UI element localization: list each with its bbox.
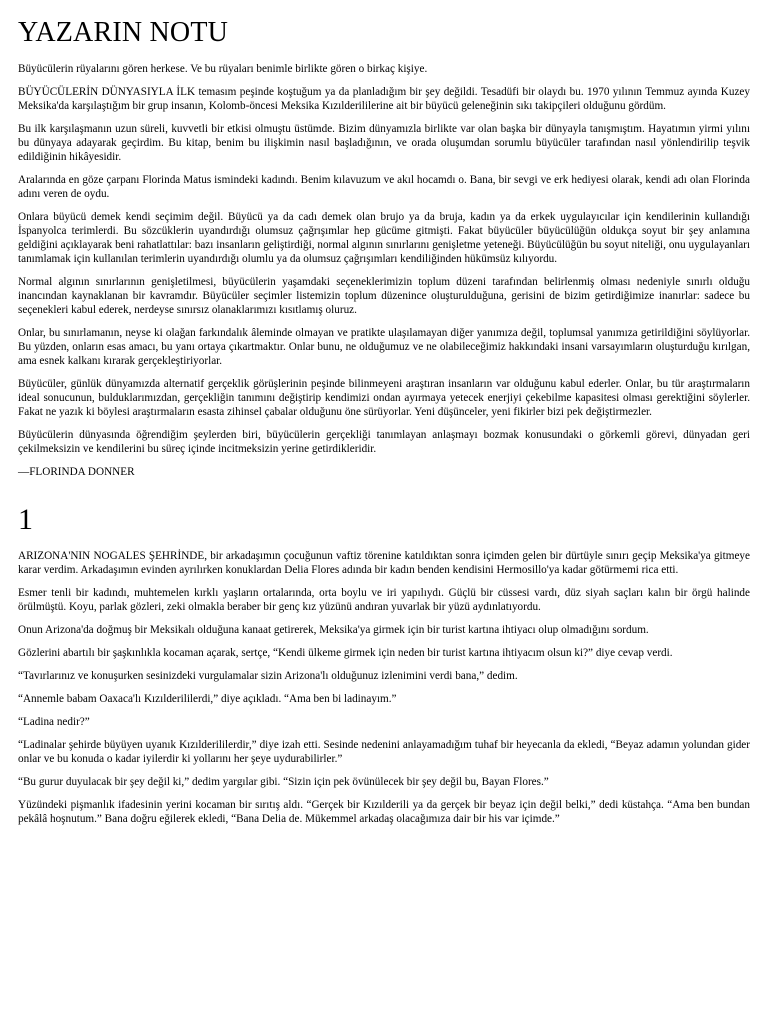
chapter-number: 1 bbox=[18, 503, 33, 536]
chapter-paragraph: Esmer tenli bir kadındı, muhtemelen kırklı yaşların ortalarında, orta boylu ve iri yapılıydı. Güçlü bir cüssesi vardı, düz siyah saçları kalın bir örgü halinde örülmüştü. Koyu, parlak gözleri, zeki olmakla beraber bir genç kız yüzünü andıran yuvarlak bir yüzü aydınlatıyordu. bbox=[18, 587, 750, 613]
chapter-paragraph: “Tavırlarınız ve konuşurken sesinizdeki vurgulamalar sizin Arizona'lı olduğunuz izlenimini verdi bana,” dedim. bbox=[18, 670, 518, 682]
chapter-paragraph: Gözlerini abartılı bir şaşkınlıkla kocaman açarak, sertçe, “Kendi ülkeme girmek için neden bir turist kartına ihtiyacım olsun ki?” diye cevap verdi. bbox=[18, 647, 673, 659]
chapter-body bbox=[18, 549, 750, 826]
chapter-paragraph: ARIZONA'NIN NOGALES ŞEHRİNDE, bir arkadaşımın çocuğunun vaftiz törenine katıldıktan sonra içimden gelen bir dürtüyle sınırı geçip Meksika'ya gitmeye karar verdim. Arkadaşımın evinden ayrılırken konuklardan Delia Flores adında bir kadın benden kendisini Hermosillo'ya kadar götürmemi rica etti. bbox=[18, 550, 750, 576]
chapter-paragraph: “Ladina nedir?” bbox=[18, 716, 90, 728]
preface-signature: —FLORINDA DONNER bbox=[18, 466, 135, 478]
preface-paragraph: Onlar, bu sınırlamanın, neyse ki olağan farkındalık âleminde olmayan ve pratikte ulaşılamayan diğer yanımıza değil, toplumsal yanımıza getirildiğini söylüyorlar. Bu yüzden, onların esas amacı, bu yanı ortaya çıkartmaktır. Onlar bunu, ne olduğumuz ve ne olabileceğimiz hakkındaki insani varsayımların oluşturduğu kırılgan, ama esnek kalkanı kırarak gerçekleştiriyorlar. bbox=[18, 327, 750, 367]
preface-paragraph: Büyücülerin rüyalarını gören herkese. Ve bu rüyaları benimle birlikte gören o birkaç kişiye. bbox=[18, 63, 428, 75]
preface-title: YAZARIN NOTU bbox=[18, 17, 229, 48]
chapter-paragraph: Onun Arizona'da doğmuş bir Meksikalı olduğuna kanaat getirerek, Meksika'ya girmek için bir turist kartına ihtiyacı olup olmadığını sordum. bbox=[18, 624, 649, 636]
chapter-paragraph: Yüzündeki pişmanlık ifadesinin yerini kocaman bir sırıtış aldı. “Gerçek bir Kızılderili ya da gerçek bir beyaz için değil belki,” dedi küstahça. “Ama ben bundan pekâlâ hoşnutum.” Bana doğru eğilerek ekledi, “Bana Delia de. Mükemmel arkadaş olacağımıza dair bir his var içimde.” bbox=[18, 799, 750, 825]
preface-paragraph: Onlara büyücü demek kendi seçimim değil. Büyücü ya da cadı demek olan brujo ya da bruja, kadın ya da erkek uygulayıcılar için kendilerinin kullandığı İspanyolca terimlerdi. Bu sözcüklerin uyandırdığı olumsuz çağrışımlar hep gücüme gitmişti. Fakat büyücüler büyücülüğün oldukça soyut bir şey anlamına geldiğini açıklayarak beni rahatlattılar: bazı insanların geliştirdiği, normal algının sınırlarını genişletme yeteneği. Büyücülüğün bu soyut niteliği, onu uygulayanları tanımlamak için kullanılan terimlerin uyandırdığı olumlu ya da olumsuz çağrışımları kendiliğinden hükümsüz kılıyordu. bbox=[18, 211, 750, 265]
chapter-paragraph: “Ladinalar şehirde büyüyen uyanık Kızılderililerdir,” diye izah etti. Sesinde nedenini anlayamadığım tuhaf bir heyecanla da ekledi, “Beyaz adamın yolundan gider onlar ve bu konuda o kadar iyilerdir ki yollarını her şeye uydurabilirler.” bbox=[18, 739, 750, 765]
preface-paragraph: BÜYÜCÜLERİN DÜNYASIYLA İLK temasım peşinde koştuğum ya da planladığım bir şey değildi. Tesadüfi bir olaydı bu. 1970 yılının Temmuz ayında Kuzey Meksika'da karşılaştığım bir grup insanın, Kolomb-öncesi Meksika Kızılderililerine ait bir büyücü geleneğinin sıkı takipçileri olduğunu gördüm. bbox=[18, 86, 750, 112]
preface-body bbox=[18, 62, 750, 479]
preface-paragraph: Büyücüler, günlük dünyamızda alternatif gerçeklik görüşlerinin peşinde bilinmeyeni araştıran insanların var olduğunu kabul ederler. Onlar, bu tür araştırmaların ideal sonucunun, bulduklarımızdan, gerçekliğin tanımını değiştirip kendimizi ondan ayırmaya yetecek enerjiyi çekebilme kapasitesi olması gerektiğini söylerler. Fakat ne yazık ki böylesi araştırmaların esasta zihinsel çabalar olduğunu öne sürüyorlar. Yeni düşünceler, yeni fikirler bizi pek değiştirmezler. bbox=[18, 378, 750, 418]
preface-paragraph: Aralarında en göze çarpanı Florinda Matus ismindeki kadındı. Benim kılavuzum ve akıl hocamdı o. Bana, bir sevgi ve erk hediyesi olarak, kendi adı olan Florinda adını veren de oydu. bbox=[18, 174, 750, 200]
chapter-paragraph: “Bu gurur duyulacak bir şey değil ki,” dedim yargılar gibi. “Sizin için pek övünülecek bir şey değil bu, Bayan Flores.” bbox=[18, 776, 549, 788]
preface-paragraph: Bu ilk karşılaşmanın uzun süreli, kuvvetli bir etkisi olmuştu üstümde. Bizim dünyamızla birlikte var olan başka bir dünyayla tanışmıştım. Hayatımın yirmi yılını bu dünyaya adayarak geçirdim. Bu kitap, benim bu ilişkimin nasıl başladığının, ve orada oluşumdan sorumlu büyücüler tarafından nasıl yönlendirilip teşvik edildiğinin hikâyesidir. bbox=[18, 123, 750, 163]
preface-paragraph: Normal algının sınırlarının genişletilmesi, büyücülerin yaşamdaki seçeneklerimizin toplum düzeni tarafından belirlenmiş olması nedeniyle sınırlı olduğu inancından kaynaklanan bir kavramdır. Büyücüler seçimler listemizin toplum düzenince oluşturulduğuna, gerisini de bizim getirdiğimize inanırlar: sadece bu seçenekleri kabul ederek, nerdeyse sınırsız olanaklarımızı kısıtlamış oluruz. bbox=[18, 276, 750, 316]
chapter-paragraph: “Annemle babam Oaxaca'lı Kızılderililerdi,” diye açıkladı. “Ama ben bi ladinayım.” bbox=[18, 693, 397, 705]
preface-paragraph: Büyücülerin dünyasında öğrendiğim şeylerden biri, büyücülerin gerçekliği tanımlayan anlaşmayı bozmak konusundaki o görkemli görevi, dünyadan geri çekilmeksizin ve kendilerini bu süreç içinde incitmeksizin yerine getirdikleridir. bbox=[18, 429, 750, 455]
